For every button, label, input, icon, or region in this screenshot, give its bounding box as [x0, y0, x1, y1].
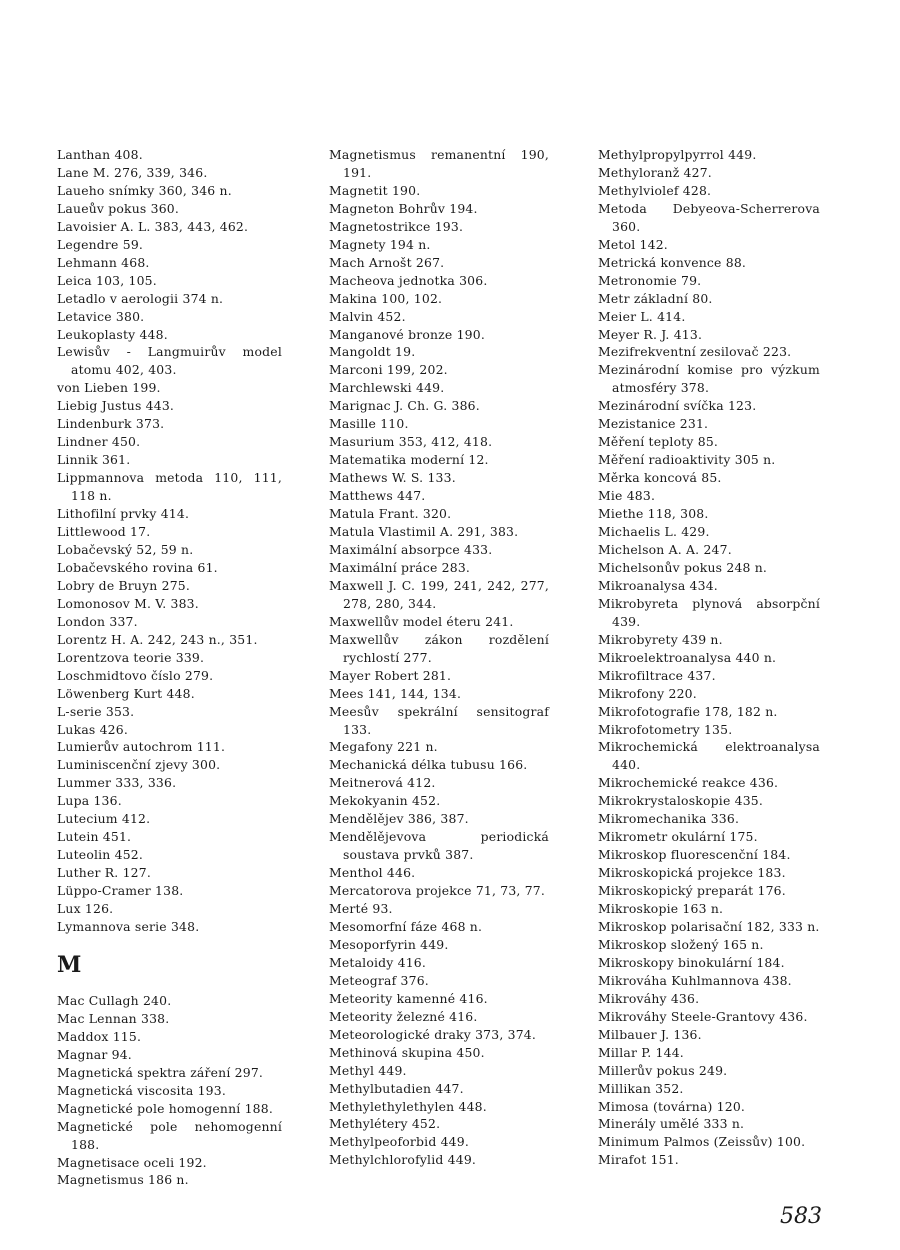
index-entry: Marignac J. Ch. G. 386.	[329, 398, 480, 414]
index-column-1	[57, 146, 282, 1189]
index-entry: Millikan 352.	[598, 1080, 684, 1096]
index-entry: Mangoldt 19.	[329, 344, 416, 360]
index-entry: Mirafot 151.	[598, 1152, 679, 1168]
index-entry: Měrka koncová 85.	[598, 470, 722, 486]
index-entry: Metoda Debyeova-Scherrerova 360.	[598, 200, 820, 234]
index-entry: Mikroskopická projekce 183.	[598, 865, 786, 881]
index-entry: Mayer Robert 281.	[329, 667, 452, 683]
index-entry: Mezinárodní komise pro výzkum atmosféry 378.	[598, 362, 820, 396]
index-entry: Mikroskop fluorescenční 184.	[598, 847, 791, 863]
index-entry: Lehmann 468.	[57, 254, 150, 270]
index-entry: Milbauer J. 136.	[598, 1026, 702, 1042]
index-entry: Magnar 94.	[57, 1046, 132, 1062]
index-entry: Meteorologické draky 373, 374.	[329, 1026, 537, 1042]
index-entry: Millar P. 144.	[598, 1044, 684, 1060]
index-entry: Lupa 136.	[57, 793, 122, 809]
index-entry: Millerův pokus 249.	[598, 1062, 728, 1078]
index-entry: Laueho snímky 360, 346 n.	[57, 182, 232, 198]
index-entry: Liebig Justus 443.	[57, 398, 175, 414]
index-entry: Mendělějev 386, 387.	[329, 811, 469, 827]
index-entry: Lukas 426.	[57, 721, 128, 737]
index-entry: Luther R. 127.	[57, 865, 151, 881]
index-entry: Lymannova serie 348.	[57, 918, 200, 934]
index-entry: Lumierův autochrom 111.	[57, 739, 226, 755]
index-entry: Magnetismus 186 n.	[57, 1172, 189, 1188]
index-entry: Lewisův - Langmuirův model atomu 402, 403.	[57, 344, 282, 378]
index-entry: Mikroskopický preparát 176.	[598, 883, 786, 899]
index-entry: Maximální práce 283.	[329, 559, 471, 575]
index-entry: Linnik 361.	[57, 452, 131, 468]
index-entry: Luteolin 452.	[57, 847, 144, 863]
index-entry: Metaloidy 416.	[329, 954, 427, 970]
index-entry: Lane M. 276, 339, 346.	[57, 164, 208, 180]
index-entry: Mikrobyrety 439 n.	[598, 631, 723, 647]
index-entry: Methylpropylpyrrol 449.	[598, 147, 757, 162]
index-entry: Mac Cullagh 240.	[57, 992, 172, 1008]
index-entry: Maxwellův zákon rozdělení rychlostí 277.	[329, 631, 549, 665]
index-entry: Masille 110.	[329, 416, 409, 432]
index-entry: Magnetické pole nehomogenní 188.	[57, 1118, 282, 1152]
index-entry: Mees 141, 144, 134.	[329, 685, 462, 701]
index-entry: Lindner 450.	[57, 434, 141, 450]
index-entry: Magnetostrikce 193.	[329, 218, 464, 234]
index-entry: Methyl 449.	[329, 1062, 407, 1078]
index-entry: Maxwellův model éteru 241.	[329, 613, 514, 629]
index-entry: Menthol 446.	[329, 865, 416, 881]
index-entry: Mikrofotografie 178, 182 n.	[598, 703, 778, 719]
index-entry: Lutecium 412.	[57, 811, 151, 827]
index-entry: Mesoporfyrin 449.	[329, 936, 449, 952]
index-entry: Mikrováhy 436.	[598, 990, 700, 1006]
index-entry: Mikrometr okulární 175.	[598, 829, 758, 845]
index-entry: Mikrofony 220.	[598, 685, 697, 701]
index-entry: Maxwell J. C. 199, 241, 242, 277, 278, 280, 344.	[329, 577, 549, 611]
index-entry: Lithofilní prvky 414.	[57, 506, 190, 522]
index-entry: Mikrofotometry 135.	[598, 721, 733, 737]
index-entry: Methylchlorofylid 449.	[329, 1152, 477, 1168]
index-entry: Legendre 59.	[57, 236, 144, 252]
index-entry: Lobačevského rovina 61.	[57, 559, 218, 575]
index-entry: Magnetická viscosita 193.	[57, 1082, 226, 1098]
index-entry: Meier L. 414.	[598, 308, 686, 324]
index-entry: Metronomie 79.	[598, 272, 702, 288]
index-entry: Mezinárodní svíčka 123.	[598, 398, 757, 414]
index-entry: Lanthan 408.	[57, 147, 143, 162]
index-entry: London 337.	[57, 613, 138, 629]
index-entry: Měření radioaktivity 305 n.	[598, 452, 776, 468]
index-entry: Magneton Bohrův 194.	[329, 200, 478, 216]
index-entry: Mikrokrystaloskopie 435.	[598, 793, 764, 809]
page-number: 583	[780, 1204, 822, 1229]
index-entry: Lutein 451.	[57, 829, 132, 845]
index-entry: Loschmidtovo číslo 279.	[57, 667, 214, 683]
index-entry: Meitnerová 412.	[329, 775, 436, 791]
index-entry: Maximální absorpce 433.	[329, 541, 493, 557]
index-entry: Methylbutadien 447.	[329, 1080, 464, 1096]
index-entry: Metrická konvence 88.	[598, 254, 747, 270]
index-entry: Magnetit 190.	[329, 182, 421, 198]
index-entry: Maddox 115.	[57, 1028, 142, 1044]
index-entry: Makina 100, 102.	[329, 290, 443, 306]
index-entry: Letadlo v aerologii 374 n.	[57, 290, 224, 306]
index-entry: Laueův pokus 360.	[57, 200, 180, 216]
index-entry: Mendělějevova periodická soustava prvků 387.	[329, 829, 549, 863]
index-entry: Mikromechanika 336.	[598, 811, 740, 827]
index-entry: Mie 483.	[598, 488, 656, 504]
index-entry: Lobačevský 52, 59 n.	[57, 541, 194, 557]
index-entry: Miethe 118, 308.	[598, 506, 709, 522]
index-entry: Methylethylethylen 448.	[329, 1098, 487, 1114]
index-entry: Lorentzova teorie 339.	[57, 649, 205, 665]
index-entry: Mercatorova projekce 71, 73, 77.	[329, 883, 546, 899]
index-entry: Littlewood 17.	[57, 524, 151, 540]
index-column-2	[329, 146, 549, 1169]
index-entry: Leukoplasty 448.	[57, 326, 168, 342]
index-entry: Meteority kamenné 416.	[329, 990, 488, 1006]
index-entry: Macheova jednotka 306.	[329, 272, 488, 288]
index-entry: Matula Vlastimil A. 291, 383.	[329, 524, 519, 540]
index-entry: Lux 126.	[57, 901, 114, 917]
index-entry: Meteograf 376.	[329, 972, 429, 988]
index-entry: Matthews 447.	[329, 488, 426, 504]
index-entry: Megafony 221 n.	[329, 739, 438, 755]
index-entry: Lomonosov M. V. 383.	[57, 595, 199, 611]
index-entry: Mikroanalysa 434.	[598, 577, 718, 593]
index-entry: Lavoisier A. L. 383, 443, 462.	[57, 218, 249, 234]
index-entry: Mikrochemické reakce 436.	[598, 775, 779, 791]
index-entry: Mikroskop složený 165 n.	[598, 936, 764, 952]
index-entry: Mikrováha Kuhlmannova 438.	[598, 972, 792, 988]
index-entry: Michelsonův pokus 248 n.	[598, 559, 768, 575]
index-entry: Masurium 353, 412, 418.	[329, 434, 493, 450]
index-entry: Lippmannova metoda 110, 111, 118 n.	[57, 470, 282, 504]
index-entry: Mikrobyreta plynová absorpční 439.	[598, 595, 820, 629]
index-entry: Metr základní 80.	[598, 290, 713, 306]
index-entry: Meyer R. J. 413.	[598, 326, 703, 342]
index-entry: Magnety 194 n.	[329, 236, 431, 252]
index-entry: Mikrováhy Steele-Grantovy 436.	[598, 1008, 808, 1024]
index-entry: Magnetická spektra záření 297.	[57, 1064, 264, 1080]
index-entry: Mezifrekventní zesilovač 223.	[598, 344, 792, 360]
index-entry: Mach Arnošt 267.	[329, 254, 445, 270]
index-entry: Minerály umělé 333 n.	[598, 1116, 745, 1132]
index-entry: Magnetismus remanentní 190, 191.	[329, 147, 549, 180]
index-entry: Mikroskopie 163 n.	[598, 901, 724, 917]
index-entry: Löwenberg Kurt 448.	[57, 685, 195, 701]
index-entry: Methylviolef 428.	[598, 182, 712, 198]
index-entry: Magnetické pole homogenní 188.	[57, 1100, 273, 1116]
index-entry: Letavice 380.	[57, 308, 145, 324]
index-entry: Mathews W. S. 133.	[329, 470, 456, 486]
index-entry: Mikroskopy binokulární 184.	[598, 954, 785, 970]
index-entry: Leica 103, 105.	[57, 272, 157, 288]
index-entry: Metol 142.	[598, 236, 668, 252]
index-entry: Malvin 452.	[329, 308, 406, 324]
index-entry: von Lieben 199.	[57, 380, 161, 396]
index-entry: Matula Frant. 320.	[329, 506, 452, 522]
index-entry: Meesův spekrální sensitograf 133.	[329, 703, 549, 737]
index-entry: Michaelis L. 429.	[598, 524, 710, 540]
index-entry: Lummer 333, 336.	[57, 775, 177, 791]
index-entry: Marconi 199, 202.	[329, 362, 448, 378]
index-entry: Lobry de Bruyn 275.	[57, 577, 191, 593]
index-entry: Mezistanice 231.	[598, 416, 709, 432]
index-entry: Měření teploty 85.	[598, 434, 719, 450]
index-entry: Mesomorfní fáze 468 n.	[329, 918, 483, 934]
index-column-3	[598, 146, 820, 1169]
index-entry: Michelson A. A. 247.	[598, 541, 732, 557]
index-entry: Mac Lennan 338.	[57, 1010, 170, 1026]
index-entry: Marchlewski 449.	[329, 380, 445, 396]
index-entry: Methylétery 452.	[329, 1116, 441, 1132]
index-entry: Magnetisace oceli 192.	[57, 1154, 207, 1170]
index-entry: Merté 93.	[329, 901, 393, 917]
index-entry: Mikrochemická elektroanalysa 440.	[598, 739, 820, 773]
index-entry: Minimum Palmos (Zeissův) 100.	[598, 1134, 806, 1150]
index-entry: Mekokyanin 452.	[329, 793, 441, 809]
index-entry: Lorentz H. A. 242, 243 n., 351.	[57, 631, 258, 647]
index-entry: Meteority železné 416.	[329, 1008, 478, 1024]
index-entry: Mechanická délka tubusu 166.	[329, 757, 528, 773]
index-entry: Matematika moderní 12.	[329, 452, 489, 468]
section-letter: M	[57, 951, 82, 978]
index-entry: Manganové bronze 190.	[329, 326, 485, 342]
index-entry: Methylpeoforbid 449.	[329, 1134, 469, 1150]
index-entry: L-serie 353.	[57, 703, 135, 719]
index-entry: Mikroskop polarisační 182, 333 n.	[598, 918, 820, 934]
index-entry: Mikrofiltrace 437.	[598, 667, 716, 683]
index-entry: Methyloranž 427.	[598, 164, 712, 180]
index-entry: Mikroelektroanalysa 440 n.	[598, 649, 777, 665]
index-entry: Lindenburk 373.	[57, 416, 165, 432]
index-entry: Luminiscenční zjevy 300.	[57, 757, 221, 773]
index-entry: Lüppo-Cramer 138.	[57, 883, 184, 899]
index-entry: Mimosa (továrna) 120.	[598, 1098, 746, 1114]
index-entry: Methinová skupina 450.	[329, 1044, 485, 1060]
